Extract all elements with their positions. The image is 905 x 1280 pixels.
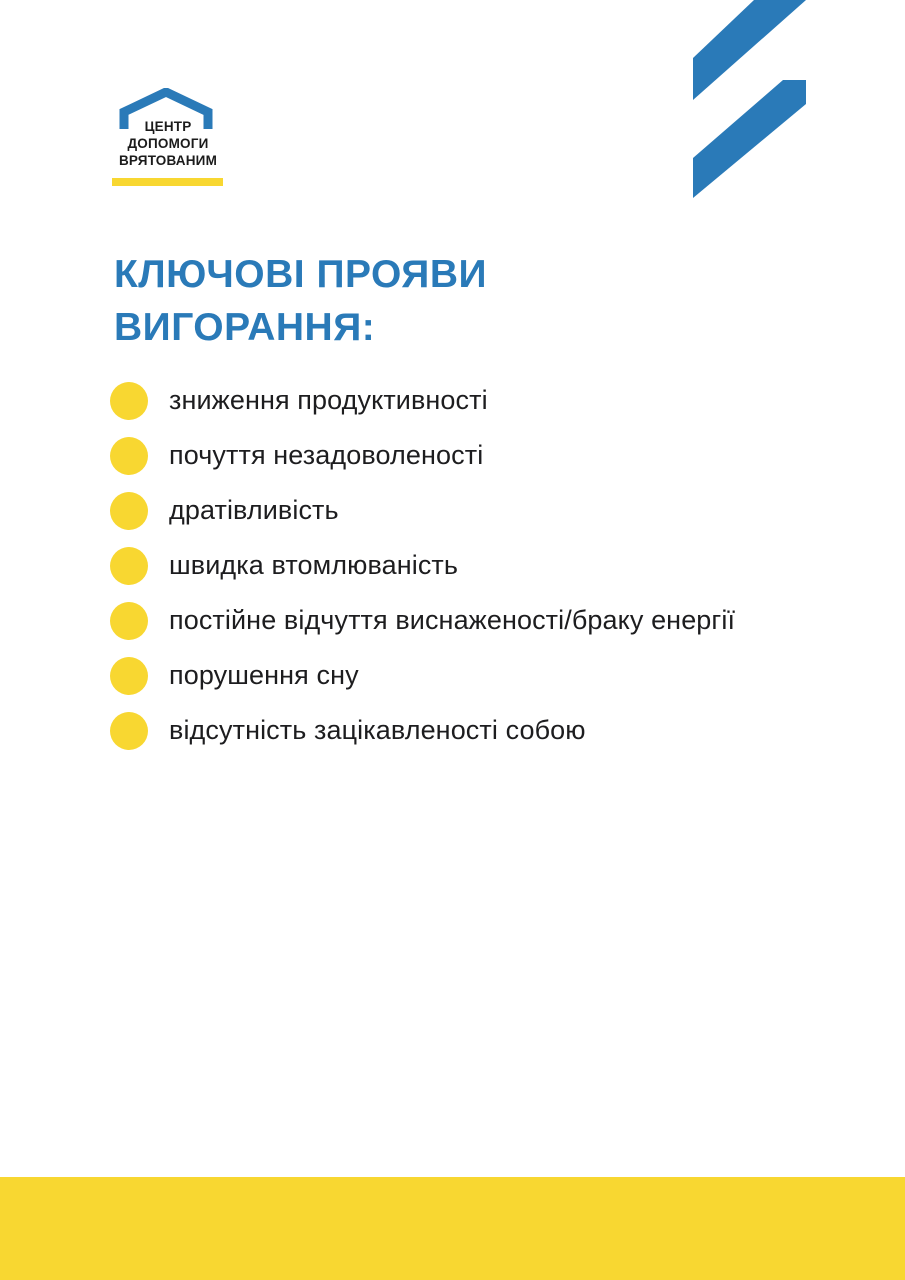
bullet-dot-icon — [110, 547, 148, 585]
list-item — [110, 428, 735, 483]
list-item — [110, 648, 735, 703]
list-item-text: відсутність зацікавленості собою — [169, 715, 586, 745]
title-line-2: ВИГОРАННЯ: — [114, 306, 376, 349]
symptom-list — [110, 373, 735, 758]
list-item-text: порушення сну — [169, 660, 359, 690]
logo-underline — [112, 178, 223, 186]
bullet-dot-icon — [110, 602, 148, 640]
title-line-1: КЛЮЧОВІ ПРОЯВИ — [114, 253, 488, 296]
list-item — [110, 373, 735, 428]
decorative-stripes — [690, 0, 808, 200]
stripe-bottom — [693, 80, 806, 198]
logo — [108, 88, 228, 190]
list-item-text: почуття незадоволеності — [169, 440, 484, 470]
list-item — [110, 538, 735, 593]
logo-line-2: ДОПОМОГИ — [127, 136, 209, 151]
list-item-text: постійне відчуття виснаженості/браку енергії — [169, 605, 736, 635]
bullet-dot-icon — [110, 657, 148, 695]
list-item-text: дратівливість — [169, 495, 339, 525]
list-item-text: швидка втомлюваність — [169, 550, 459, 580]
list-item-text: зниження продуктивності — [169, 385, 488, 415]
list-item — [110, 593, 735, 648]
logo-line-1: ЦЕНТР — [144, 119, 192, 134]
bullet-dot-icon — [110, 437, 148, 475]
bullet-dot-icon — [110, 382, 148, 420]
footer-band — [0, 1177, 905, 1280]
list-item — [110, 703, 735, 758]
logo-text — [108, 118, 228, 169]
logo-line-3: ВРЯТОВАНИМ — [118, 153, 218, 168]
list-item — [110, 483, 735, 538]
bullet-dot-icon — [110, 492, 148, 530]
bullet-dot-icon — [110, 712, 148, 750]
page-title — [114, 248, 487, 354]
